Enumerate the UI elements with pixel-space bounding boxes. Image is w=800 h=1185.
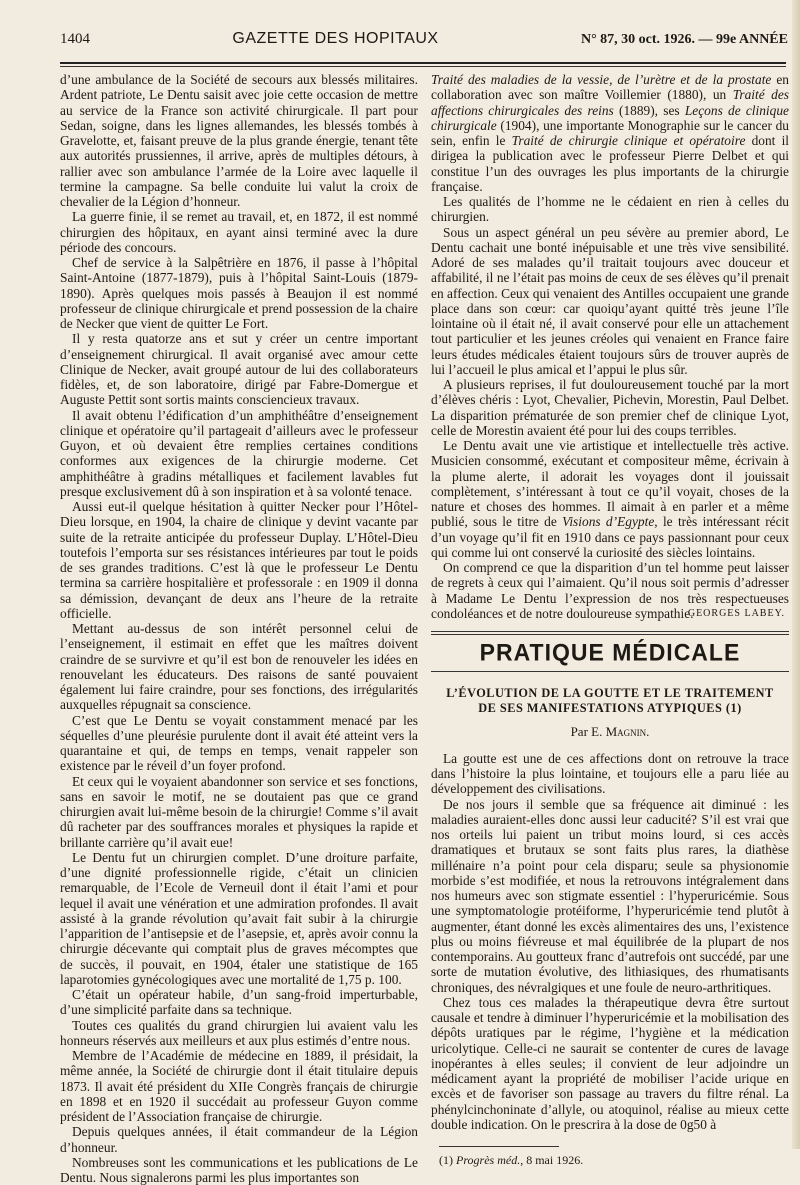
paragraph: Les qualités de l’homme ne le cédaient en rien à celles du chirurgien.: [431, 194, 789, 225]
text-run: Le Dentu avait une vie artistique et intellectuelle très active. Musicien consommé, exécutant et compositeur même, écrivain à la plume alerte, il adorait les voyages dont il jouissait complètement, s’intéressant à tout ce qu’il voyait, choses de la nature et choses des hommes. Il aimait à en parler et a même publié, sous le titre de: [431, 438, 789, 530]
footnote-source: Progrès méd.: [456, 1153, 521, 1167]
signature: GEORGES LABEY.: [687, 608, 785, 619]
paragraph: C’est que Le Dentu se voyait constamment menacé par les séquelles d’une pleurésie purulente dont il avait été atteint vers la quarantaine et qui, de temps en temps, venait rappeler son existence par le réveil d’un foyer profond.: [60, 712, 418, 774]
footnote-marker: (1): [439, 1153, 456, 1167]
text-run: (1904), une importante Monographie sur le cancer du sein, enfin le: [431, 117, 789, 148]
page-number: 1404: [60, 31, 90, 47]
header-rule: [60, 62, 786, 67]
paragraph: d’une ambulance de la Société de secours aux blessés militaires. Ardent patriote, Le Dentu saisit avec joie cette occasion de mettre au service de la France son activité chirurgicale. Il part pour Sedan, soigne, dans les lignes allemandes, les blessés tombés à Gravelotte, et, faisant preuve de la plus grande énergie, tenant tête aux autorités prussiennes, il arrive, après de multiples détours, à rallier avec son ambulance l’armée de la Loire avec laquelle il termine la campagne. Sa belle conduite lui valut la croix de chevalier de la Légion d’honneur.: [60, 72, 418, 209]
paragraph: La guerre finie, il se remet au travail, et, en 1872, il est nommé chirurgien des hôpitaux, en ayant ainsi terminé avec la dure période des concours.: [60, 209, 418, 255]
footnote-rule: [439, 1146, 559, 1147]
footnote: [431, 1153, 789, 1168]
text-run: dont il dirigea la publication avec le professeur Pierre Delbet et qui constitue l’un des ouvrages les plus importants de la chirurgie française.: [431, 133, 790, 194]
paragraph: Membre de l’Académie de médecine en 1889, il présidait, la même année, la Société de chirurgie dont il était titulaire depuis 1873. Il avait été président du XIIe Congrès français de chirurgie en 1898 et en 1920 il succédait au professeur Guyon comme président de l’Association française de chirurgie.: [60, 1048, 418, 1124]
right-column: [431, 72, 789, 1168]
text-run: en collaboration avec son maître Voillemier (1880), un: [431, 72, 789, 103]
paragraph: On comprend ce que la disparition d’un tel homme peut laisser de regrets à ceux qui l’aimaient. Qu’il nous soit permis d’adresser à Madame Le Dentu l’expression de nos très respectueuses condoléances et de notre douloureuse sympathie.: [431, 560, 789, 621]
author-name: Magnin.: [605, 723, 650, 739]
paragraph: Sous un aspect général un peu sévère au premier abord, Le Dentu cachait une bonté inépuisable et une très vive sensibilité. Adoré de ses malades qu’il traitait toujours avec douceur et affabilité, il ne l’était pas moins de ceux de ses élèves qu’il prenait en affection. Ceux qui venaient des Antilles occupaient une grande place dans son cœur: car quoiqu’ayant quitté très jeune l’île lointaine où il était né, il avait conservé pour elle un attachement tout particulier et les jeunes créoles qui venaient en France faire leurs études médicales étaient toujours sûrs de trouver auprès de lui l’accueil le plus amical et l’appui le plus sûr.: [431, 224, 789, 377]
article-title-line: DE SES MANIFESTATIONS ATYPIQUES (1): [478, 700, 742, 715]
paragraph: Chez tous ces malades la thérapeutique devra être surtout causale et tendre à diminuer l’hyperuricémie et la mobilisation des dépôts uratiques par le régime, l’hygiène et la médication uricolytique. Celle-ci ne saurait se contenter de cures de lavage inopérantes à elles seules; il convient de leur adjoindre un médicament ayant la propriété de mobiliser l’acide urique en excès et de favoriser son passage au travers du filtre rénal. La phénylcinchoninate d’allyle, ou atoquinol, réalise au mieux cette double indication. On le prescrira à la dose de 0g50 à: [431, 994, 789, 1132]
text-run: , le très intéressant récit d’un voyage qu’il fit en 1910 dans ce pays passionnant pour ceux qui comme lui ont conservé la curiosité des siècles lointains.: [431, 514, 789, 560]
paragraph: A plusieurs reprises, il fut douloureusement touché par la mort d’élèves chéris : Lyot, Chevalier, Pichevin, Morestin, Paul Delbet. La disparition prématurée de son premier chef de clinique Lyot, celle de Morestin avaient été pour lui des coups terribles.: [431, 377, 789, 438]
paragraph: Chef de service à la Salpêtrière en 1876, il passe à l’hôpital Saint-Antoine (1877-1879), puis à l’hôpital Saint-Louis (1879-1890). Après quelques mois passés à Beaujon il est nommé professeur de clinique chirurgicale et prend possession de la chaire de Necker que vient de quitter Le Fort.: [60, 255, 418, 331]
text-run: (1889), ses: [613, 102, 685, 118]
paragraph: [431, 438, 789, 560]
paragraph: [431, 72, 789, 194]
left-column: [60, 72, 418, 1185]
paragraph: Toutes ces qualités du grand chirurgien lui avaient valu les honneurs réservés aux meilleurs et aux plus estimés d’entre nous.: [60, 1017, 418, 1048]
book-title: Traité de chirurgie clinique et opératoire: [511, 133, 746, 148]
footnote-date: , 8 mai 1926.: [520, 1153, 584, 1167]
section-underline: [431, 671, 789, 672]
article-author: [431, 724, 789, 739]
article-title-line: L’ÉVOLUTION DE LA GOUTTE ET LE TRAITEMENT: [446, 685, 774, 700]
paragraph: Nombreuses sont les communications et les publications de Le Dentu. Nous signalerons parmi les plus importantes son: [60, 1154, 418, 1185]
author-prefix: Par E.: [570, 723, 606, 739]
book-title: Leçons de clinique chirurgicale: [431, 102, 789, 133]
paragraph: Le Dentu fut un chirurgien complet. D’une droiture parfaite, d’une dignité professionnelle rigide, c’était un clinicien remarquable, de l’Ecole de Verneuil dont il était l’ami et pour lequel il avait une vénération et une admiration profondes. Il avait assisté à la grande révolution qu’avait fait subir à la chirurgie l’apparition de l’antisepsie et de l’asepsie, et, après avoir connu la chirurgie décevante qui comptait plus de graves mécomptes que de succès, il pouvait, en 1904, étaler une statistique de 165 laparotomies gynécologiques avec une mortalité de 1,75 p. 100.: [60, 849, 418, 987]
book-title: Visions d’Egypte: [562, 514, 655, 530]
book-title: Traité des maladies de la vessie, de l’urètre et de la prostate: [431, 72, 772, 87]
paragraph: Il avait obtenu l’édification d’un amphithéâtre d’enseignement clinique et opératoire qu’il partageait d’ailleurs avec le professeur Guyon, et où devaient être remplies certaines conditions conformes aux exigences de la chirurgie moderne. Cet amphithéâtre à gradins métalliques et facilement lavables fut presque exclusivement dû à son inspiration et à sa volonté tenace.: [60, 407, 418, 499]
section-rule: [431, 631, 789, 635]
paragraph: Aussi eut-il quelque hésitation à quitter Necker pour l’Hôtel-Dieu lorsque, en 1904, la chaire de clinique y devint vacante par suite de la retraite anticipée du professeur Duplay. L’Hôtel-Dieu toutefois l’emporta sur ses résistances intérieures par tout le poids de ses grandes traditions. C’est là que le professeur Le Dentu termina sa carrière hospitalière et professorale : en 1909 il donna sa démission, devançant de deux ans l’heure de la retraite officielle.: [60, 499, 418, 621]
issue-info: N° 87, 30 oct. 1926. — 99e ANNÉE: [580, 32, 788, 47]
section-title: PRATIQUE MÉDICALE: [479, 638, 741, 666]
paragraph: Il y resta quatorze ans et sut y créer un centre important d’enseignement chirurgical. Il avait organisé avec amour cette Clinique de Necker, avait groupé autour de lui des collaborateurs fidèles, et, de son laboratoire, dirigé par Fabre-Domergue et Auguste Pettit sont sortis maints consciencieux travaux.: [60, 331, 418, 408]
paragraph: De nos jours il semble que sa fréquence ait diminué : les maladies auraient-elles donc aussi leur caducité? S’il est vrai que nos orteils lui paient un tribut moins lourd, si ces accès dramatiques et brutaux se sont faits plus rares, la diathèse millénaire n’a point pour cela disparu; seule sa physionomie morbide s’est modifiée, et nous la retrouvons intégralement dans nos humeurs avec son stigmate essentiel : l’hyperuricémie. Sous une symptomatologie protéiforme, l’hyperuricémie tend plutôt à augmenter, étant donné les excès alimentaires des uns, l’existence plus ou moins fiévreuse et mal équilibrée de la plupart de nos contemporains. Au goutteux franc d’autrefois ont succédé, par une sorte de mutation évolutive, des lithiasiques, des rhumatisants chroniques, des névralgiques et une foule de neuro-arthritiques.: [431, 796, 789, 995]
journal-title: GAZETTE DES HOPITAUX: [232, 30, 439, 47]
page-edge: [792, 0, 800, 1149]
paragraph: C’était un opérateur habile, d’un sang-froid imperturbable, d’une simplicité parfaite dans sa technique.: [60, 987, 418, 1018]
article-title: [431, 686, 789, 716]
paragraph: Mettant au-dessus de son intérêt personnel celui de l’enseignement, il estimait en effet que les maîtres doivent craindre de se survivre et qu’il est bon de renouveler les idées en renouvelant les éducateurs. Des raisons de santé pouvaient également lui faire craindre, pour ses fonctions, des irrégularités auxquelles répugnait sa conscience.: [60, 621, 418, 713]
paragraph: Depuis quelques années, il était commandeur de la Légion d’honneur.: [60, 1124, 418, 1155]
book-title: Traité des affections chirurgicales des reins: [431, 87, 789, 118]
paragraph: Et ceux qui le voyaient abandonner son service et ses fonctions, sans en savoir le motif, ne se doutaient pas que ce grand chirurgien avait lui-même besoin de la chirurgie! Comme s’il avait dû racheter par des souffrances morales et physiques la rapide et brillante carrière qu’il avait eue!: [60, 773, 418, 850]
page-header: [60, 30, 788, 56]
paragraph: La goutte est une de ces affections dont on retrouve la trace dans l’histoire la plus lointaine, et toujours elle a paru liée au développement des civilisations.: [431, 750, 789, 797]
